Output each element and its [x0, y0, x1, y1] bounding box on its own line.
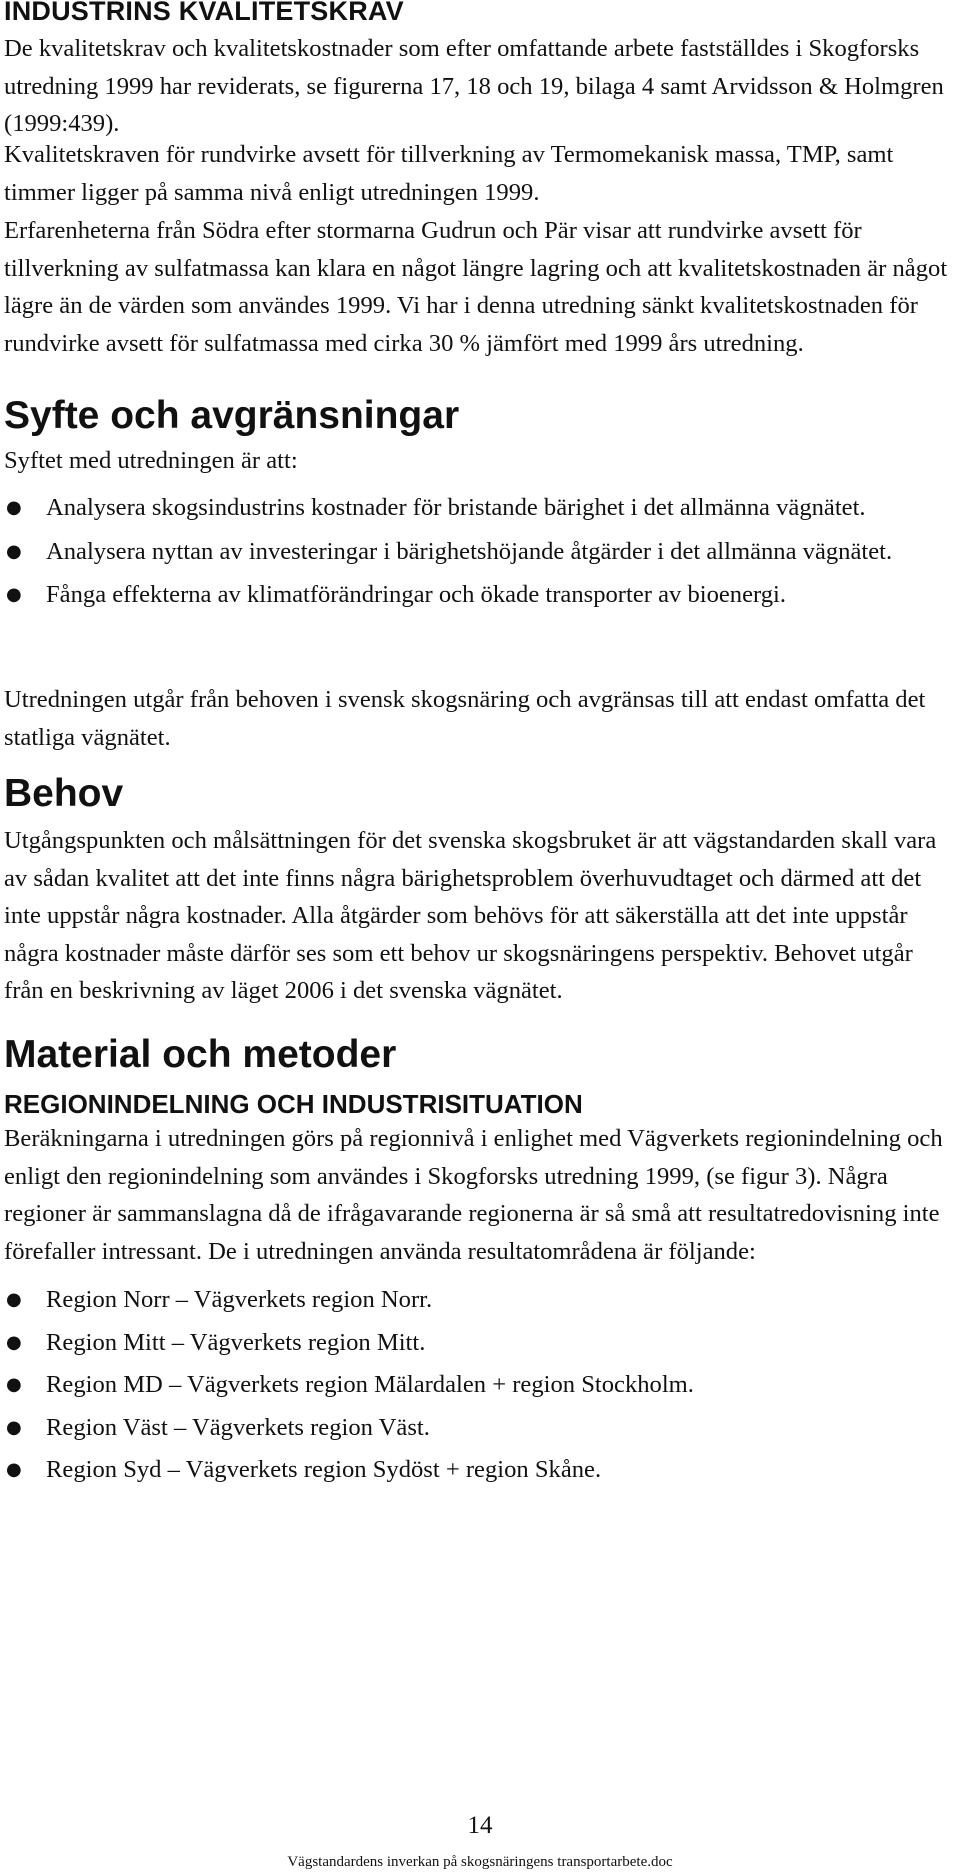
list-item	[4, 576, 948, 614]
list-item-text: Region MD – Vägverkets region Mälardalen + region Stockholm.	[46, 1371, 694, 1399]
paragraph-syfte-intro: Syftet med utredningen är att:	[4, 447, 298, 474]
heading-syfte-och-avgransningar: Syfte och avgränsningar	[4, 394, 460, 437]
paragraph-kvalitetskrav-intro: De kvalitetskrav och kvalitetskostnader som efter omfattande arbete fastställdes i Skogforsks utredning 1999 har reviderats, se figurerna 17, 18 och 19, bilaga 4 samt Arvidsson & Holmgren (1999:439).	[4, 35, 944, 138]
bullet-icon: ●	[6, 540, 22, 562]
list-item-text: Analysera nyttan av investeringar i bärighetshöjande åtgärder i det allmänna vägnätet.	[46, 537, 893, 565]
paragraph-behov: Utgångspunkten och målsättningen för det svenska skogsbruket är att vägstandarden skall vara av sådan kvalitet att det inte finns några bärighetsproblem överhuvudtaget och därmed att det inte uppstår några kostnader. Alla åtgärder som behövs för att säkerställa att det inte uppstår några kostnader måste därför ses som ett behov ur skogsnäringens perspektiv. Behovet utgår från en beskrivning av läget 2006 i det svenska vägnätet.	[4, 827, 937, 1005]
bullet-icon: ●	[6, 1416, 22, 1438]
list-item-text: Region Syd – Vägverkets region Sydöst + region Skåne.	[46, 1456, 602, 1484]
list-item	[4, 489, 948, 527]
paragraph-tmp-timmer: Kvalitetskraven för rundvirke avsett för tillverkning av Termomekanisk massa, TMP, samt timmer ligger på samma nivå enligt utredningen 1999.	[4, 141, 894, 206]
list-item-text: Region Norr – Vägverkets region Norr.	[46, 1286, 433, 1313]
list-item-text: Region Väst – Vägverkets region Väst.	[46, 1413, 430, 1441]
list-item	[4, 1451, 948, 1489]
page-number: 14	[467, 1812, 493, 1839]
bullet-icon: ●	[6, 1374, 22, 1396]
list-item	[4, 533, 948, 571]
heading-regionindelning: REGIONINDELNING OCH INDUSTRISITUATION	[4, 1089, 583, 1119]
list-regioner	[4, 1281, 948, 1489]
bullet-icon: ●	[6, 1331, 22, 1353]
list-item-text: Analysera skogsindustrins kostnader för bristande bärighet i det allmänna vägnätet.	[46, 494, 866, 521]
paragraph-syfte-avgransning: Utredningen utgår från behoven i svensk skogsnäring och avgränsas till att endast omfatta det statliga vägnätet.	[4, 686, 926, 751]
list-item	[4, 1324, 948, 1362]
paragraph-sodra-erfarenheter: Erfarenheterna från Södra efter stormarna Gudrun och Pär visar att rundvirke avsett för tillverkning av sulfatmassa kan klara en något längre lagring och att kvalitetskostnaden är något lägre än de värden som användes 1999. Vi har i denna utredning sänkt kvalitetskostnaden för rundvirke avsett för sulfatmassa med cirka 30 % jämfört med 1999 års utredning.	[4, 217, 948, 357]
footer-filename: Vägstandardens inverkan på skogsnäringens transportarbete.doc	[287, 1854, 673, 1870]
bullet-icon: ●	[6, 584, 22, 606]
bullet-icon: ●	[6, 1459, 22, 1481]
list-syfte	[4, 489, 948, 614]
list-item-text: Region Mitt – Vägverkets region Mitt.	[46, 1328, 426, 1356]
paragraph-regionindelning: Beräkningarna i utredningen görs på regionnivå i enlighet med Vägverkets regionindelning och enligt den regionindelning som användes i Skogforsks utredning 1999, (se figur 3). Några regioner är sammanslagna då de ifrågavarande regionerna är så små att resultatredovisning inte förefaller intressant. De i utredningen använda resultatområdena är följande:	[4, 1125, 943, 1265]
list-item	[4, 1366, 948, 1404]
list-item-text: Fånga effekterna av klimatförändringar och ökade transporter av bioenergi.	[46, 581, 787, 609]
heading-material-och-metoder: Material och metoder	[4, 1033, 397, 1076]
list-item	[4, 1281, 948, 1319]
bullet-icon: ●	[6, 1289, 22, 1310]
heading-behov: Behov	[4, 772, 124, 815]
heading-industrins-kvalitetskrav: INDUSTRINS KVALITETSKRAV	[4, 0, 404, 26]
bullet-icon: ●	[6, 497, 22, 518]
list-item	[4, 1409, 948, 1447]
